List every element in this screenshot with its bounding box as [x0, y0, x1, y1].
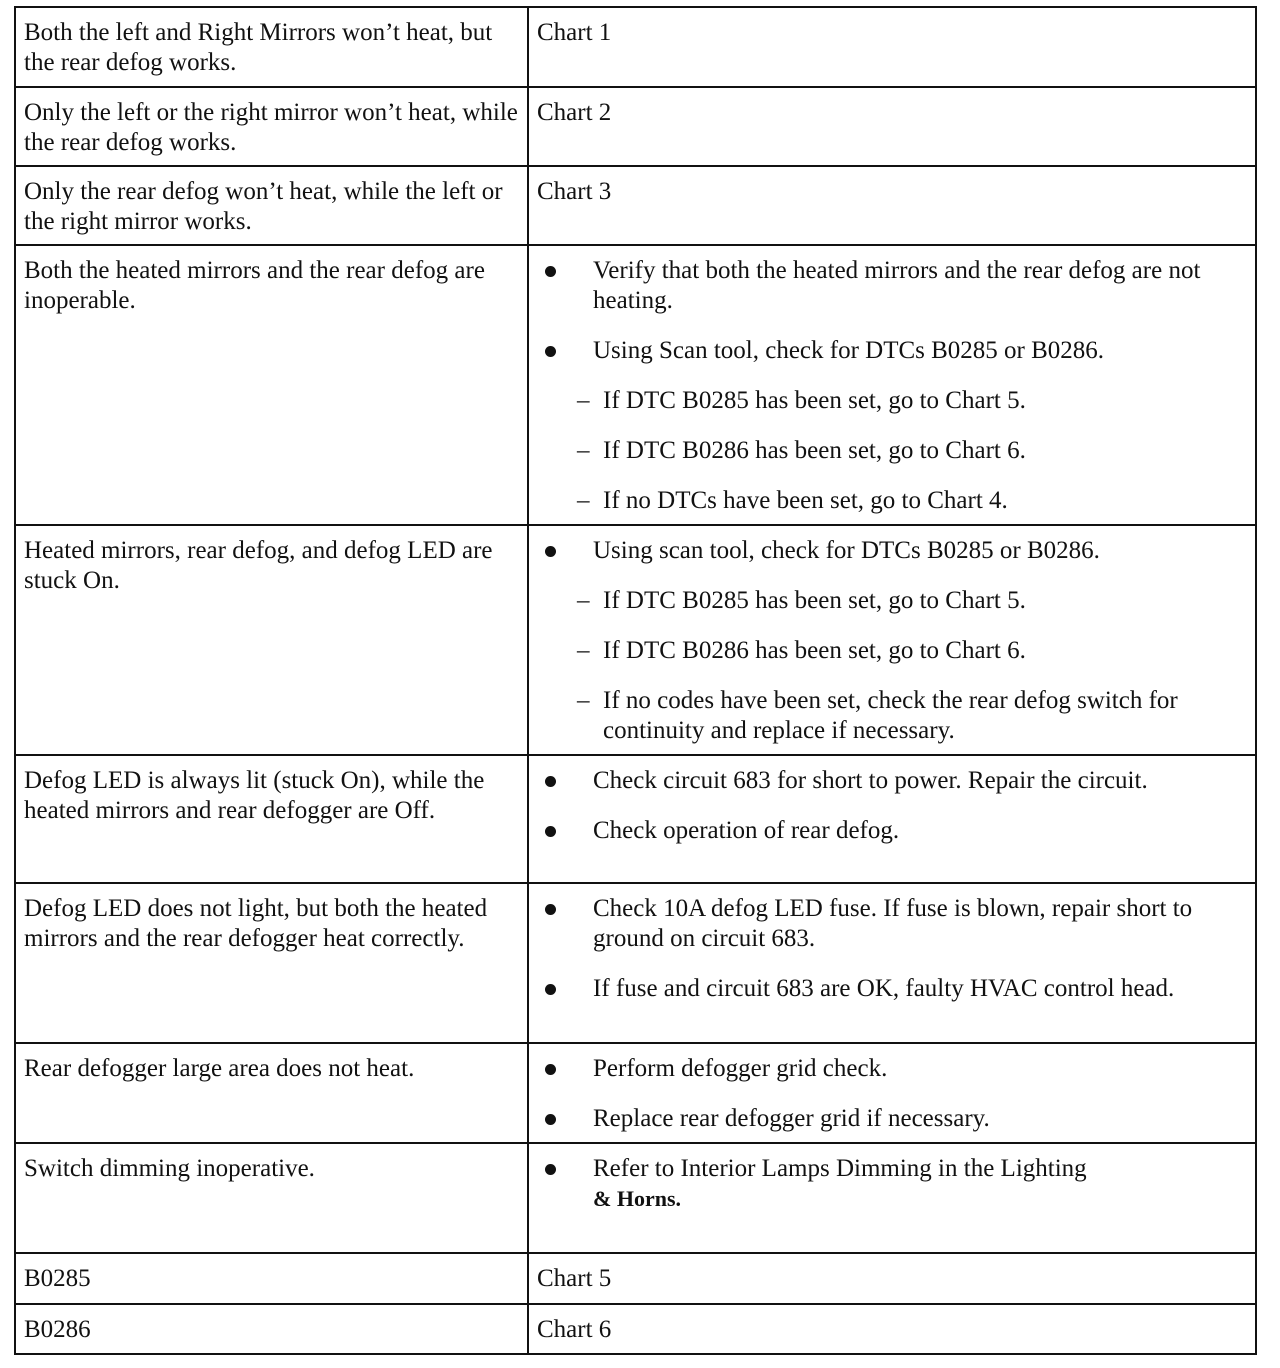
- bullet-icon: [545, 1064, 556, 1075]
- dash-icon: –: [577, 587, 590, 614]
- bullet-icon: [545, 346, 556, 357]
- sub-item: [577, 586, 1247, 616]
- condition-cell: [15, 1143, 528, 1253]
- bullet-text: [593, 1154, 1087, 1214]
- action-cell: [528, 1043, 1256, 1143]
- bullet-icon: [545, 1164, 556, 1175]
- condition-cell: [15, 7, 528, 87]
- bullet-icon: [545, 826, 556, 837]
- condition-text: B0285: [24, 1265, 91, 1292]
- condition-text: Only the rear defog won’t heat, while the left or the right mirror works.: [24, 178, 503, 235]
- action-cell: [528, 7, 1256, 87]
- dash-icon: –: [577, 387, 590, 414]
- table-row: [15, 1143, 1256, 1253]
- condition-cell: [15, 525, 528, 755]
- diagnosis-table: [14, 6, 1257, 1355]
- bullet-item: [537, 1154, 1247, 1214]
- sub-text: If no DTCs have been set, go to Chart 4.: [603, 487, 1008, 514]
- condition-text: Defog LED is always lit (stuck On), while the heated mirrors and rear defogger are Off.: [24, 767, 485, 824]
- bullet-text: Replace rear defogger grid if necessary.: [593, 1105, 990, 1132]
- bullet-item: [537, 816, 1247, 846]
- bullet-item: [537, 1054, 1247, 1084]
- sub-text: If DTC B0286 has been set, go to Chart 6.: [603, 437, 1026, 464]
- action-text: Chart 1: [537, 19, 612, 46]
- condition-text: B0286: [24, 1316, 91, 1343]
- sub-text: If DTC B0285 has been set, go to Chart 5.: [603, 387, 1026, 414]
- sub-item: [577, 436, 1247, 466]
- sub-item: [577, 386, 1247, 416]
- bullet-item: [537, 766, 1247, 796]
- table-row: [15, 755, 1256, 883]
- condition-cell: [15, 87, 528, 166]
- action-cell: [528, 883, 1256, 1043]
- table-row: [15, 245, 1256, 525]
- table-row: [15, 87, 1256, 166]
- bullet-text: Check 10A defog LED fuse. If fuse is blown, repair short to ground on circuit 683.: [593, 895, 1193, 952]
- action-text: Chart 5: [537, 1265, 612, 1292]
- condition-cell: [15, 883, 528, 1043]
- bullet-item: [537, 974, 1247, 1004]
- bullet-text: Using Scan tool, check for DTCs B0285 or B0286.: [593, 337, 1105, 364]
- dash-icon: –: [577, 487, 590, 514]
- condition-cell: [15, 166, 528, 245]
- table-row: [15, 525, 1256, 755]
- bullet-icon: [545, 546, 556, 557]
- bullet-icon: [545, 266, 556, 277]
- condition-cell: [15, 1253, 528, 1304]
- table-row: [15, 166, 1256, 245]
- bullet-item: [537, 536, 1247, 566]
- table-row: [15, 7, 1256, 87]
- condition-text: Rear defogger large area does not heat.: [24, 1055, 415, 1082]
- bullet-text: Using scan tool, check for DTCs B0285 or B0286.: [593, 537, 1100, 564]
- sub-item: [577, 486, 1247, 516]
- action-cell: [528, 1143, 1256, 1253]
- bullet-item: [537, 894, 1247, 954]
- condition-text: Both the heated mirrors and the rear defog are inoperable.: [24, 257, 485, 314]
- sub-text: If DTC B0286 has been set, go to Chart 6.: [603, 637, 1026, 664]
- action-cell: [528, 755, 1256, 883]
- action-text: Chart 2: [537, 99, 612, 126]
- bullet-text: Check operation of rear defog.: [593, 817, 900, 844]
- bullet-main-text: Refer to Interior Lamps Dimming in the Lighting: [593, 1155, 1087, 1182]
- sub-text: If DTC B0285 has been set, go to Chart 5.: [603, 587, 1026, 614]
- sub-text: If no codes have been set, check the rear defog switch for continuity and replace if necessary.: [603, 687, 1178, 744]
- sub-item: [577, 686, 1247, 746]
- table-row: [15, 1304, 1256, 1354]
- bullet-text: If fuse and circuit 683 are OK, faulty HVAC control head.: [593, 975, 1175, 1002]
- bullet-item: [537, 336, 1247, 366]
- condition-text: Switch dimming inoperative.: [24, 1155, 315, 1182]
- table-row: [15, 1043, 1256, 1143]
- bullet-text: Verify that both the heated mirrors and the rear defog are not heating.: [593, 257, 1201, 314]
- dash-icon: –: [577, 437, 590, 464]
- action-cell: [528, 525, 1256, 755]
- condition-cell: [15, 245, 528, 525]
- table-row: [15, 1253, 1256, 1304]
- dash-icon: –: [577, 637, 590, 664]
- action-cell: [528, 1304, 1256, 1354]
- condition-cell: [15, 755, 528, 883]
- bullet-item: [537, 256, 1247, 316]
- condition-text: Both the left and Right Mirrors won’t heat, but the rear defog works.: [24, 19, 493, 76]
- condition-text: Only the left or the right mirror won’t heat, while the rear defog works.: [24, 99, 518, 156]
- action-cell: [528, 245, 1256, 525]
- action-text: Chart 6: [537, 1316, 612, 1343]
- action-cell: [528, 166, 1256, 245]
- bullet-icon: [545, 984, 556, 995]
- condition-cell: [15, 1043, 528, 1143]
- action-text: Chart 3: [537, 178, 612, 205]
- bullet-icon: [545, 904, 556, 915]
- table-row: [15, 883, 1256, 1043]
- action-cell: [528, 87, 1256, 166]
- dash-icon: –: [577, 687, 590, 714]
- bullet-text: Perform defogger grid check.: [593, 1055, 888, 1082]
- bullet-text: Check circuit 683 for short to power. Repair the circuit.: [593, 767, 1148, 794]
- condition-cell: [15, 1304, 528, 1354]
- action-cell: [528, 1253, 1256, 1304]
- bullet-tail-text: & Horns.: [593, 1186, 681, 1211]
- bullet-icon: [545, 776, 556, 787]
- bullet-item: [537, 1104, 1247, 1134]
- condition-text: Defog LED does not light, but both the heated mirrors and the rear defogger heat correctly.: [24, 895, 488, 952]
- bullet-icon: [545, 1114, 556, 1125]
- sub-item: [577, 636, 1247, 666]
- condition-text: Heated mirrors, rear defog, and defog LED are stuck On.: [24, 537, 493, 594]
